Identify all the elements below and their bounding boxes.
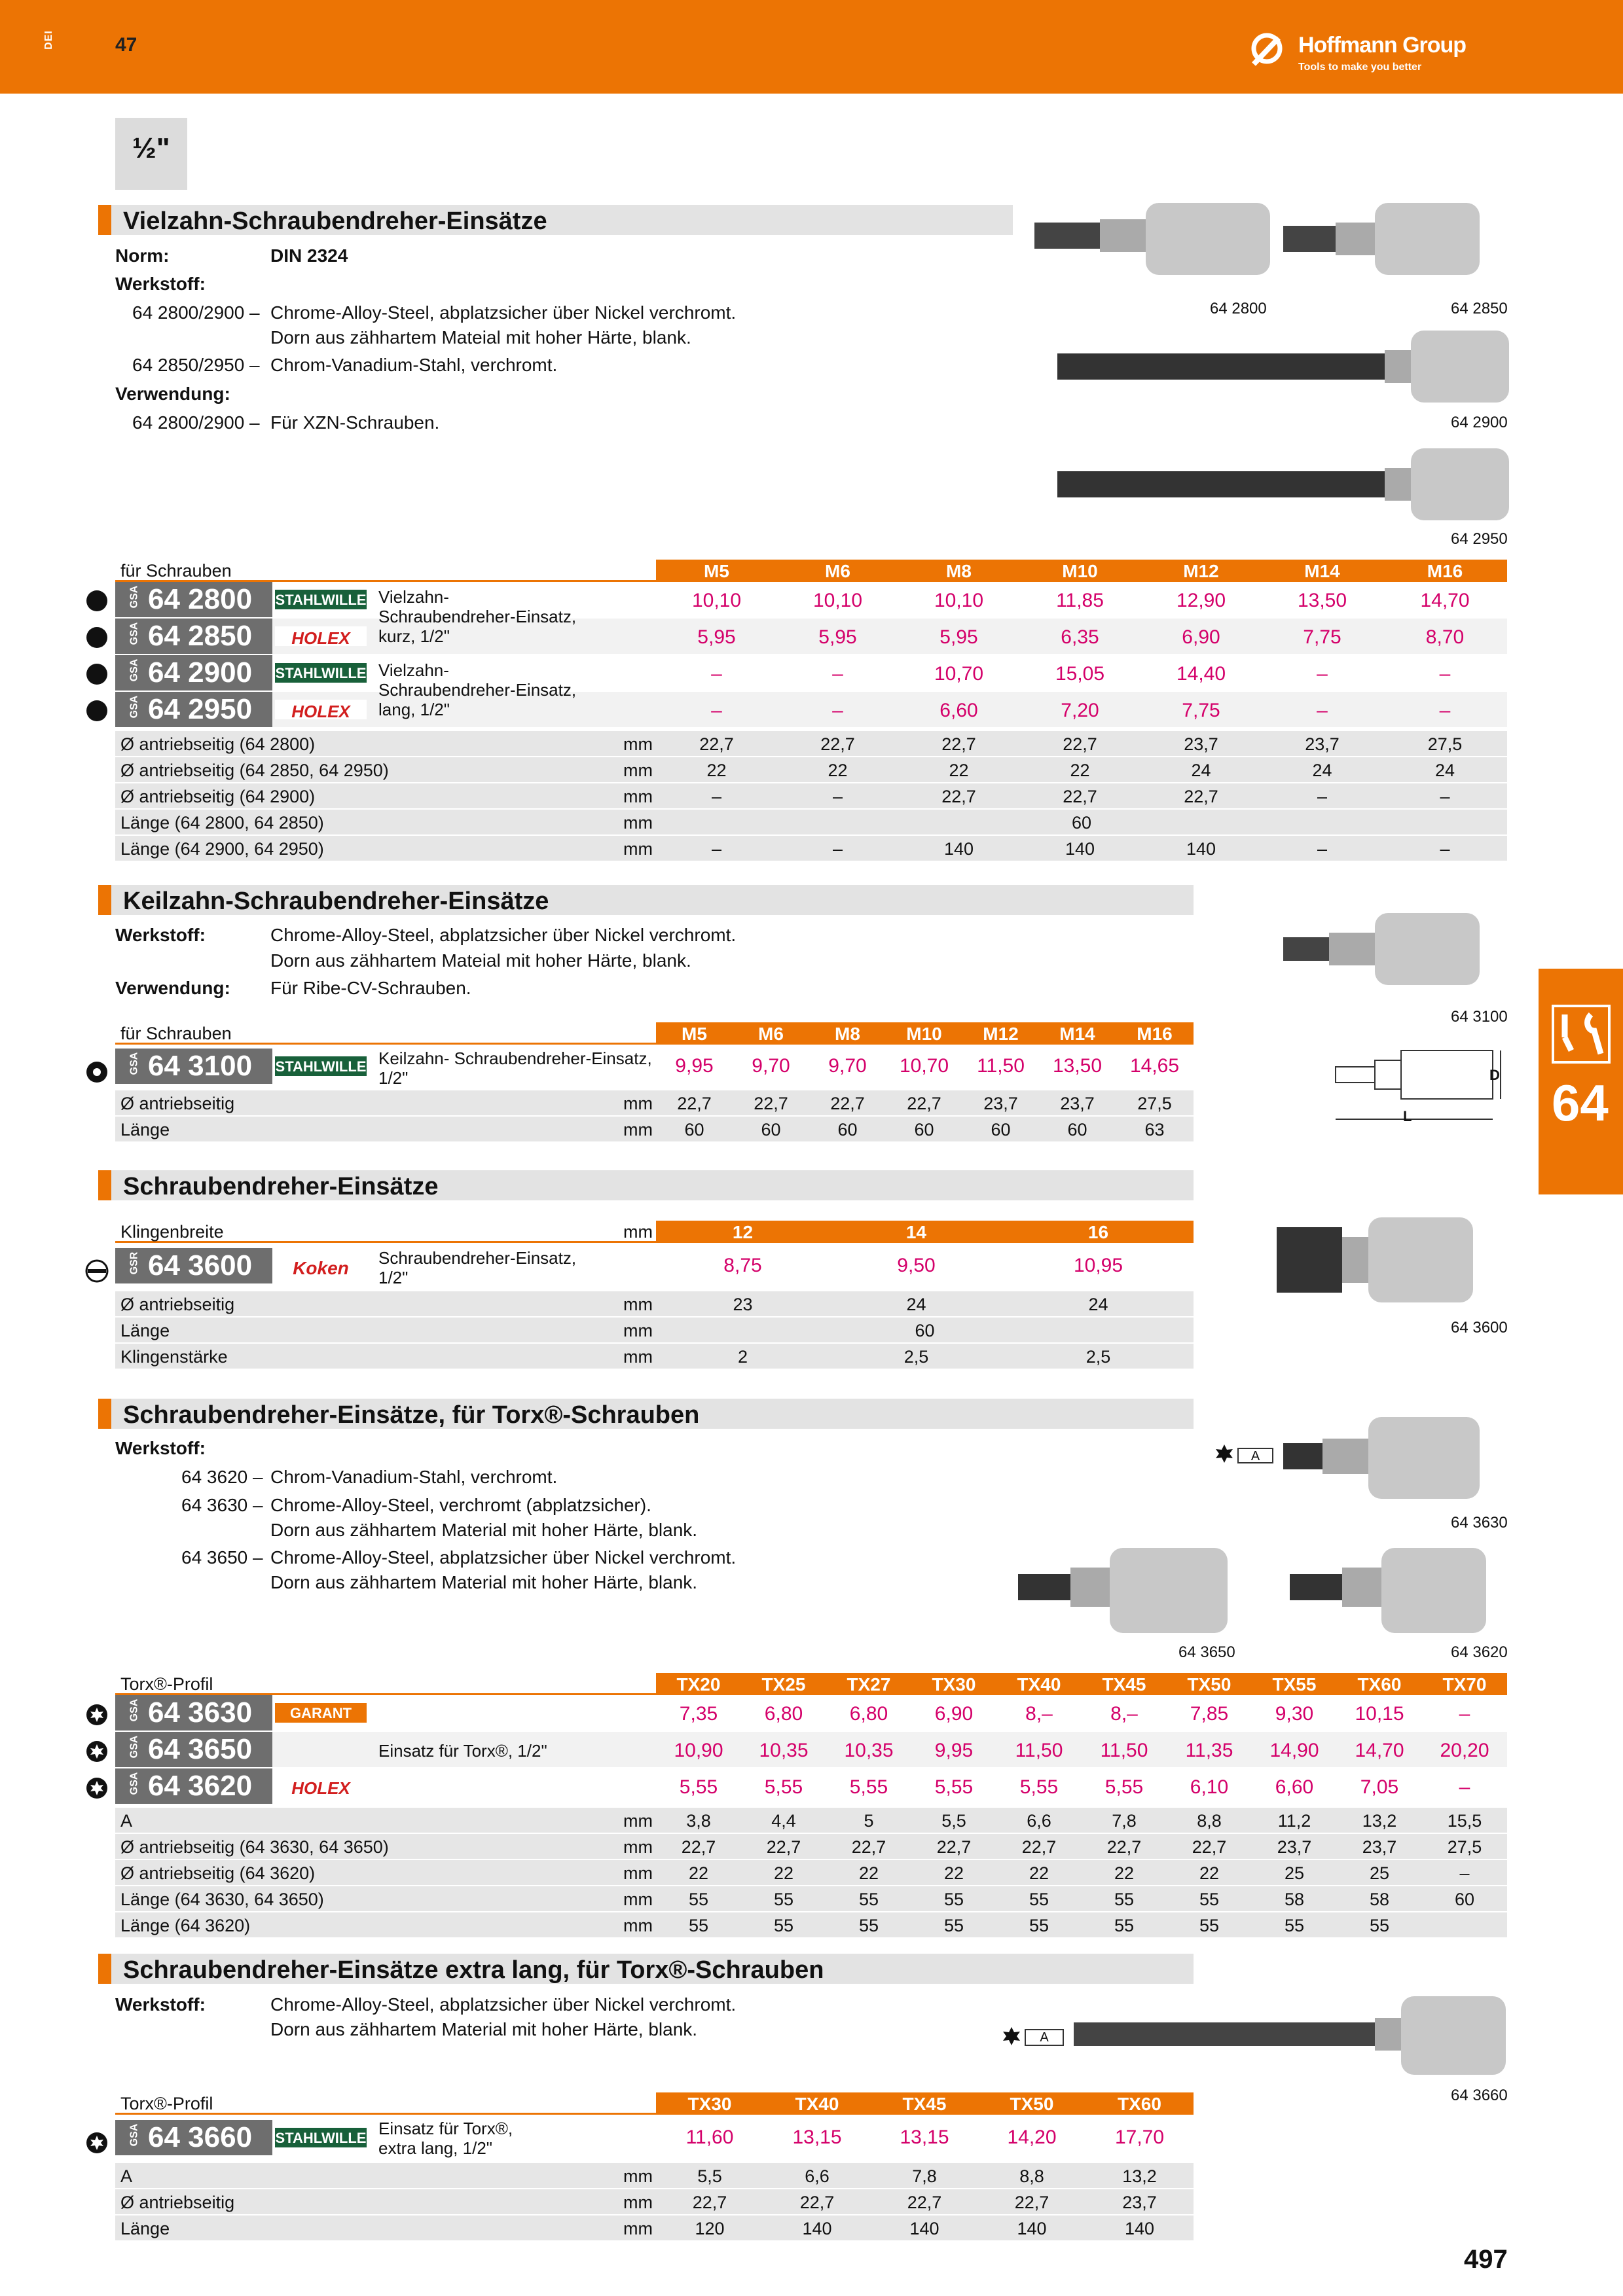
- column-header: M8: [946, 561, 972, 581]
- price: –: [1317, 663, 1328, 685]
- norm-value: DIN 2324: [270, 245, 348, 266]
- header-bar: [0, 0, 1623, 94]
- werkstoff-text: Chrom-Vanadium-Stahl, verchromt.: [270, 1467, 558, 1487]
- werkstoff-text: Chrome-Alloy-Steel, abplatzsicher über Nickel verchromt.: [270, 925, 737, 945]
- werkstoff-text: Chrome-Alloy-Steel, abplatzsicher über Nickel verchromt.: [270, 1547, 737, 1568]
- hoffmann-logo[interactable]: [1247, 27, 1522, 80]
- image-caption: 64 3630: [1451, 1514, 1508, 1532]
- brand-koken-logo: Koken: [275, 1256, 367, 1276]
- spec-row: Ø antriebseitig (64 2850, 64 2950) mm 22 22 22 22 24 24 24: [115, 757, 1507, 783]
- werkstoff-code: 64 3650 –: [181, 1547, 263, 1568]
- table-torx-extra-lang: [115, 2092, 1194, 2243]
- image-caption: 64 3100: [1451, 1008, 1508, 1026]
- spec-row: A mm 3,8 4,4 5 5,5 6,6 7,8 8,8 11,2 13,2 15,5: [115, 1808, 1507, 1834]
- brand-name: Hoffmann Group: [1298, 33, 1467, 58]
- torx-star-icon: [1002, 2026, 1021, 2046]
- spec-row: Ø antriebseitig (64 2900) mm – – 22,7 22,7 22,7 – –: [115, 783, 1507, 810]
- werkstoff-text: Chrome-Alloy-Steel, abplatzsicher über Nickel verchromt.: [270, 1994, 737, 2015]
- price: –: [711, 700, 722, 721]
- dimension-drawing: [1329, 1041, 1506, 1132]
- price: 14,40: [1176, 663, 1226, 685]
- product-image-643650: [1018, 1545, 1241, 1636]
- product-row[interactable]: GSA 64 3660 STAHLWILLE Einsatz für Torx®, extra lang, 1/2" 11,60 13,15 13,15 14,20 17,70: [115, 2115, 1194, 2161]
- header-label: für Schrauben: [120, 561, 232, 581]
- product-image-642900: [1057, 327, 1509, 406]
- werkstoff-code: 64 3620 –: [181, 1467, 263, 1487]
- product-number[interactable]: GSA 64 3660: [115, 2120, 272, 2155]
- product-number[interactable]: GSA 64 2800: [115, 582, 272, 617]
- table-torx: [115, 1673, 1507, 1935]
- brand-holex-logo: HOLEX: [275, 626, 367, 646]
- hoffmann-logo-icon: [1247, 31, 1293, 71]
- xzn-drive-icon: [85, 662, 109, 686]
- torx-drive-icon: [85, 1776, 109, 1800]
- spec-row: A mm 5,5 6,6 7,8 8,8 13,2: [115, 2163, 1194, 2189]
- brand-holex-logo: HOLEX: [275, 700, 367, 719]
- dim-label-l: L: [1403, 1108, 1412, 1124]
- brand-holex-logo: HOLEX: [275, 1776, 367, 1796]
- image-caption: 64 3600: [1451, 1319, 1508, 1336]
- dim-label-d: D: [1489, 1067, 1500, 1083]
- product-number[interactable]: GSA 64 3100: [115, 1049, 272, 1084]
- brand-stahlwille-logo: STAHLWILLE: [275, 1056, 367, 1076]
- dim-label-a: A: [1237, 1448, 1273, 1463]
- price: 10,10: [812, 590, 863, 611]
- spec-row: Klingenstärke mm 2 2,5 2,5: [115, 1344, 1194, 1370]
- product-row[interactable]: GSA 64 3100 STAHLWILLE Keilzahn- Schraubendreher-Einsatz, 1/2" 9,95 9,70 9,70 10,70 11,50 13,50 14,65: [115, 1045, 1194, 1088]
- brand-stahlwille-logo: STAHLWILLE: [275, 2128, 367, 2147]
- price: 6,35: [1061, 626, 1099, 648]
- table-vielzahn: [115, 560, 1507, 861]
- image-caption: 64 3660: [1451, 2087, 1508, 2104]
- price: –: [1439, 700, 1451, 721]
- section-title-torx-extra-lang: Schraubendreher-Einsätze extra lang, für Torx®-Schrauben: [98, 1954, 1194, 1984]
- price: 10,10: [691, 590, 742, 611]
- brand-stahlwille-logo: STAHLWILLE: [275, 590, 367, 609]
- header-page-number: 47: [115, 34, 137, 56]
- spec-row: Länge mm 60: [115, 1318, 1194, 1344]
- image-caption: 64 2900: [1451, 414, 1508, 431]
- price: –: [711, 663, 722, 685]
- werkstoff-text: Chrome-Alloy-Steel, abplatzsicher über Nickel verchromt.: [270, 302, 737, 323]
- dim-label-a: A: [1025, 2029, 1064, 2046]
- werkstoff-label: Werkstoff:: [115, 1994, 206, 2015]
- table-keilzahn: [115, 1022, 1194, 1147]
- xzn-drive-icon: [85, 699, 109, 723]
- product-number[interactable]: GSA 64 2900: [115, 655, 272, 691]
- column-header: M10: [1062, 561, 1098, 581]
- price: 7,20: [1061, 700, 1099, 721]
- product-row[interactable]: GSA 64 3630 GARANT 7,35 6,80 6,80 6,90 8,– 8,– 7,85 9,30 10,15 –: [115, 1695, 1507, 1732]
- werkstoff-text: Chrome-Alloy-Steel, verchromt (abplatzsicher).: [270, 1495, 651, 1515]
- table-header-row: [115, 560, 1507, 582]
- product-description: Vielzahn- Schraubendreher-Einsatz, kurz, 1/2": [378, 587, 577, 646]
- werkstoff-code: 64 3630 –: [181, 1495, 263, 1515]
- column-header: M6: [825, 561, 850, 581]
- price: 7,75: [1182, 700, 1220, 721]
- product-number[interactable]: GSA 64 3620: [115, 1768, 272, 1804]
- torx-drive-icon: [85, 2131, 109, 2155]
- gsa-label: GSA: [128, 585, 140, 609]
- torx-drive-icon: [85, 1740, 109, 1763]
- product-number[interactable]: GSA 64 3650: [115, 1732, 272, 1767]
- spec-row: Länge (64 3630, 64 3650) mm 55 55 55 55 55 55 55 58 58 60: [115, 1886, 1507, 1912]
- verwendung-text: Für XZN-Schrauben.: [270, 412, 440, 433]
- price: 5,95: [697, 626, 736, 648]
- product-description: Einsatz für Torx®, 1/2": [378, 1741, 547, 1761]
- werkstoff-code: 64 2800/2900 –: [132, 302, 260, 323]
- wrench-icon: [1552, 1005, 1611, 1064]
- image-caption: 64 3620: [1451, 1643, 1508, 1661]
- spec-row: Ø antriebseitig (64 3620) mm 22 22 22 22 22 22 22 25 25 –: [115, 1860, 1507, 1886]
- werkstoff-code: 64 2850/2950 –: [132, 355, 260, 375]
- price: 10,70: [934, 663, 984, 685]
- section-title-schraubendreher: Schraubendreher-Einsätze: [98, 1170, 1194, 1200]
- price: 5,95: [939, 626, 978, 648]
- section-title-vielzahn: Vielzahn-Schraubendreher-Einsätze: [98, 205, 1013, 235]
- price: 14,70: [1420, 590, 1470, 611]
- price: 7,75: [1303, 626, 1341, 648]
- price: 5,95: [818, 626, 857, 648]
- price: 13,50: [1297, 590, 1347, 611]
- image-caption: 64 2950: [1451, 530, 1508, 548]
- brand-garant-logo: GARANT: [275, 1703, 367, 1723]
- norm-label: Norm:: [115, 245, 170, 266]
- price: 6,60: [939, 700, 978, 721]
- column-header: M16: [1427, 561, 1463, 581]
- spec-row: Ø antriebseitig mm 22,7 22,7 22,7 22,7 23,7 23,7 27,5: [115, 1090, 1194, 1117]
- table-schraubendreher: [115, 1221, 1194, 1371]
- product-image-642950: [1057, 445, 1509, 524]
- price: 15,05: [1055, 663, 1105, 685]
- product-image-643600: [1277, 1214, 1506, 1306]
- price: 8,70: [1425, 626, 1465, 648]
- spec-row: Länge (64 2900, 64 2950) mm – – 140 140 140 – –: [115, 836, 1507, 862]
- product-image-643100: [1283, 910, 1506, 995]
- product-description: Keilzahn- Schraubendreher-Einsatz, 1/2": [378, 1049, 652, 1088]
- price: –: [1317, 700, 1328, 721]
- chapter-number: 64: [1552, 1074, 1609, 1132]
- spec-row: Länge (64 2800, 64 2850) mm 60: [115, 810, 1507, 836]
- verwendung-label: Verwendung:: [115, 978, 230, 998]
- spec-row: Länge mm 120 140 140 140 140: [115, 2215, 1194, 2242]
- brand-tagline: Tools to make you better: [1298, 62, 1422, 73]
- werkstoff-label: Werkstoff:: [115, 274, 206, 294]
- price: –: [832, 663, 843, 685]
- section-title-torx: Schraubendreher-Einsätze, für Torx®-Schrauben: [98, 1399, 1194, 1429]
- table-header-row: für Schrauben M5 M6 M8 M10 M12 M14 M16: [115, 1022, 1194, 1045]
- werkstoff-text: Dorn aus zähhartem Material mit hoher Härte, blank.: [270, 2019, 698, 2039]
- torx-star-icon: [1214, 1444, 1234, 1463]
- image-caption: 64 3650: [1178, 1643, 1235, 1661]
- price: 11,85: [1056, 590, 1104, 611]
- product-row[interactable]: [115, 582, 1507, 619]
- page-number: 497: [1464, 2245, 1508, 2274]
- product-row[interactable]: [115, 692, 1507, 728]
- size-indicator: ½": [115, 118, 187, 190]
- product-description: Schraubendreher-Einsatz, 1/2": [378, 1248, 577, 1287]
- spec-row: Ø antriebseitig mm 22,7 22,7 22,7 22,7 23,7: [115, 2189, 1194, 2215]
- price: –: [832, 700, 843, 721]
- werkstoff-text: Dorn aus zähhartem Material mit hoher Härte, blank.: [270, 1572, 698, 1592]
- verwendung-label: Verwendung:: [115, 384, 230, 404]
- ribe-drive-icon: [85, 1060, 109, 1084]
- werkstoff-label: Werkstoff:: [115, 1438, 206, 1458]
- verwendung-code: 64 2800/2900 –: [132, 412, 260, 433]
- product-number[interactable]: GSR 64 3600: [115, 1248, 272, 1283]
- slotted-drive-icon: [85, 1259, 109, 1283]
- product-row[interactable]: [115, 655, 1507, 692]
- verwendung-text: Für Ribe-CV-Schrauben.: [270, 978, 471, 998]
- product-description: Einsatz für Torx®, extra lang, 1/2": [378, 2119, 513, 2158]
- price: 12,90: [1176, 590, 1226, 611]
- product-row[interactable]: GSA 64 3620 HOLEX 5,55 5,55 5,55 5,55 5,55 5,55 6,10 6,60 7,05 –: [115, 1768, 1507, 1805]
- product-image-643620: [1290, 1545, 1512, 1636]
- product-image-643660: [1074, 1993, 1509, 2078]
- spec-row: Ø antriebseitig (64 3630, 64 3650) mm 22,7 22,7 22,7 22,7 22,7 22,7 22,7 23,7 23,7 27,5: [115, 1834, 1507, 1860]
- product-number[interactable]: GSA 64 3630: [115, 1695, 272, 1731]
- brand-stahlwille-logo: STAHLWILLE: [275, 663, 367, 683]
- product-image-642850: [1283, 200, 1506, 285]
- spec-row: Länge (64 3620) mm 55 55 55 55 55 55 55 55 55: [115, 1912, 1507, 1939]
- column-header: M5: [704, 561, 729, 581]
- column-header: M12: [1183, 561, 1219, 581]
- price: 6,90: [1182, 626, 1220, 648]
- product-row[interactable]: GSR 64 3600 Koken Schraubendreher-Einsatz, 1/2" 8,75 9,50 10,95: [115, 1243, 1194, 1289]
- image-caption: 64 2800: [1210, 300, 1267, 317]
- product-number[interactable]: GSA 64 2850: [115, 619, 272, 654]
- product-row[interactable]: GSA 64 3650 Einsatz für Torx®, 1/2" 10,90 10,35 10,35 9,95 11,50 11,50 11,35 14,90 14,70 20,20: [115, 1732, 1507, 1768]
- table-header-row: Klingenbreite mm 12 14 16: [115, 1221, 1194, 1243]
- product-row[interactable]: [115, 619, 1507, 655]
- price: –: [1439, 663, 1451, 685]
- section-title-keilzahn: Keilzahn-Schraubendreher-Einsätze: [98, 885, 1194, 915]
- product-image-643630: [1283, 1414, 1506, 1505]
- product-number[interactable]: GSA 64 2950: [115, 692, 272, 727]
- table-header-row: Torx®-Profil TX20 TX25 TX27 TX30 TX40 TX45 TX50 TX55 TX60 TX70: [115, 1673, 1507, 1695]
- product-image-642800: [1034, 200, 1270, 285]
- werkstoff-text: Dorn aus zähhartem Mateial mit hoher Härte, blank.: [270, 327, 691, 348]
- product-description: Vielzahn- Schraubendreher-Einsatz, lang, 1/2": [378, 660, 577, 719]
- werkstoff-text: Dorn aus zähhartem Material mit hoher Härte, blank.: [270, 1520, 698, 1540]
- table-header-row: Torx®-Profil TX30 TX40 TX45 TX50 TX60: [115, 2092, 1194, 2115]
- chapter-tab[interactable]: [1539, 969, 1623, 1194]
- price: 10,10: [934, 590, 984, 611]
- spec-row: Länge mm 60 60 60 60 60 60 63: [115, 1117, 1194, 1143]
- spec-row: Ø antriebseitig (64 2800) mm 22,7 22,7 22,7 22,7 23,7 23,7 27,5: [115, 731, 1507, 757]
- werkstoff-text: Chrom-Vanadium-Stahl, verchromt.: [270, 355, 558, 375]
- dei-label: DEI: [43, 30, 54, 50]
- xzn-drive-icon: [85, 626, 109, 649]
- image-caption: 64 2850: [1451, 300, 1508, 317]
- torx-drive-icon: [85, 1703, 109, 1727]
- spec-row: Ø antriebseitig mm 23 24 24: [115, 1291, 1194, 1318]
- xzn-drive-icon: [85, 589, 109, 613]
- werkstoff-label: Werkstoff:: [115, 925, 206, 945]
- column-header: M14: [1304, 561, 1340, 581]
- werkstoff-text: Dorn aus zähhartem Mateial mit hoher Härte, blank.: [270, 950, 691, 971]
